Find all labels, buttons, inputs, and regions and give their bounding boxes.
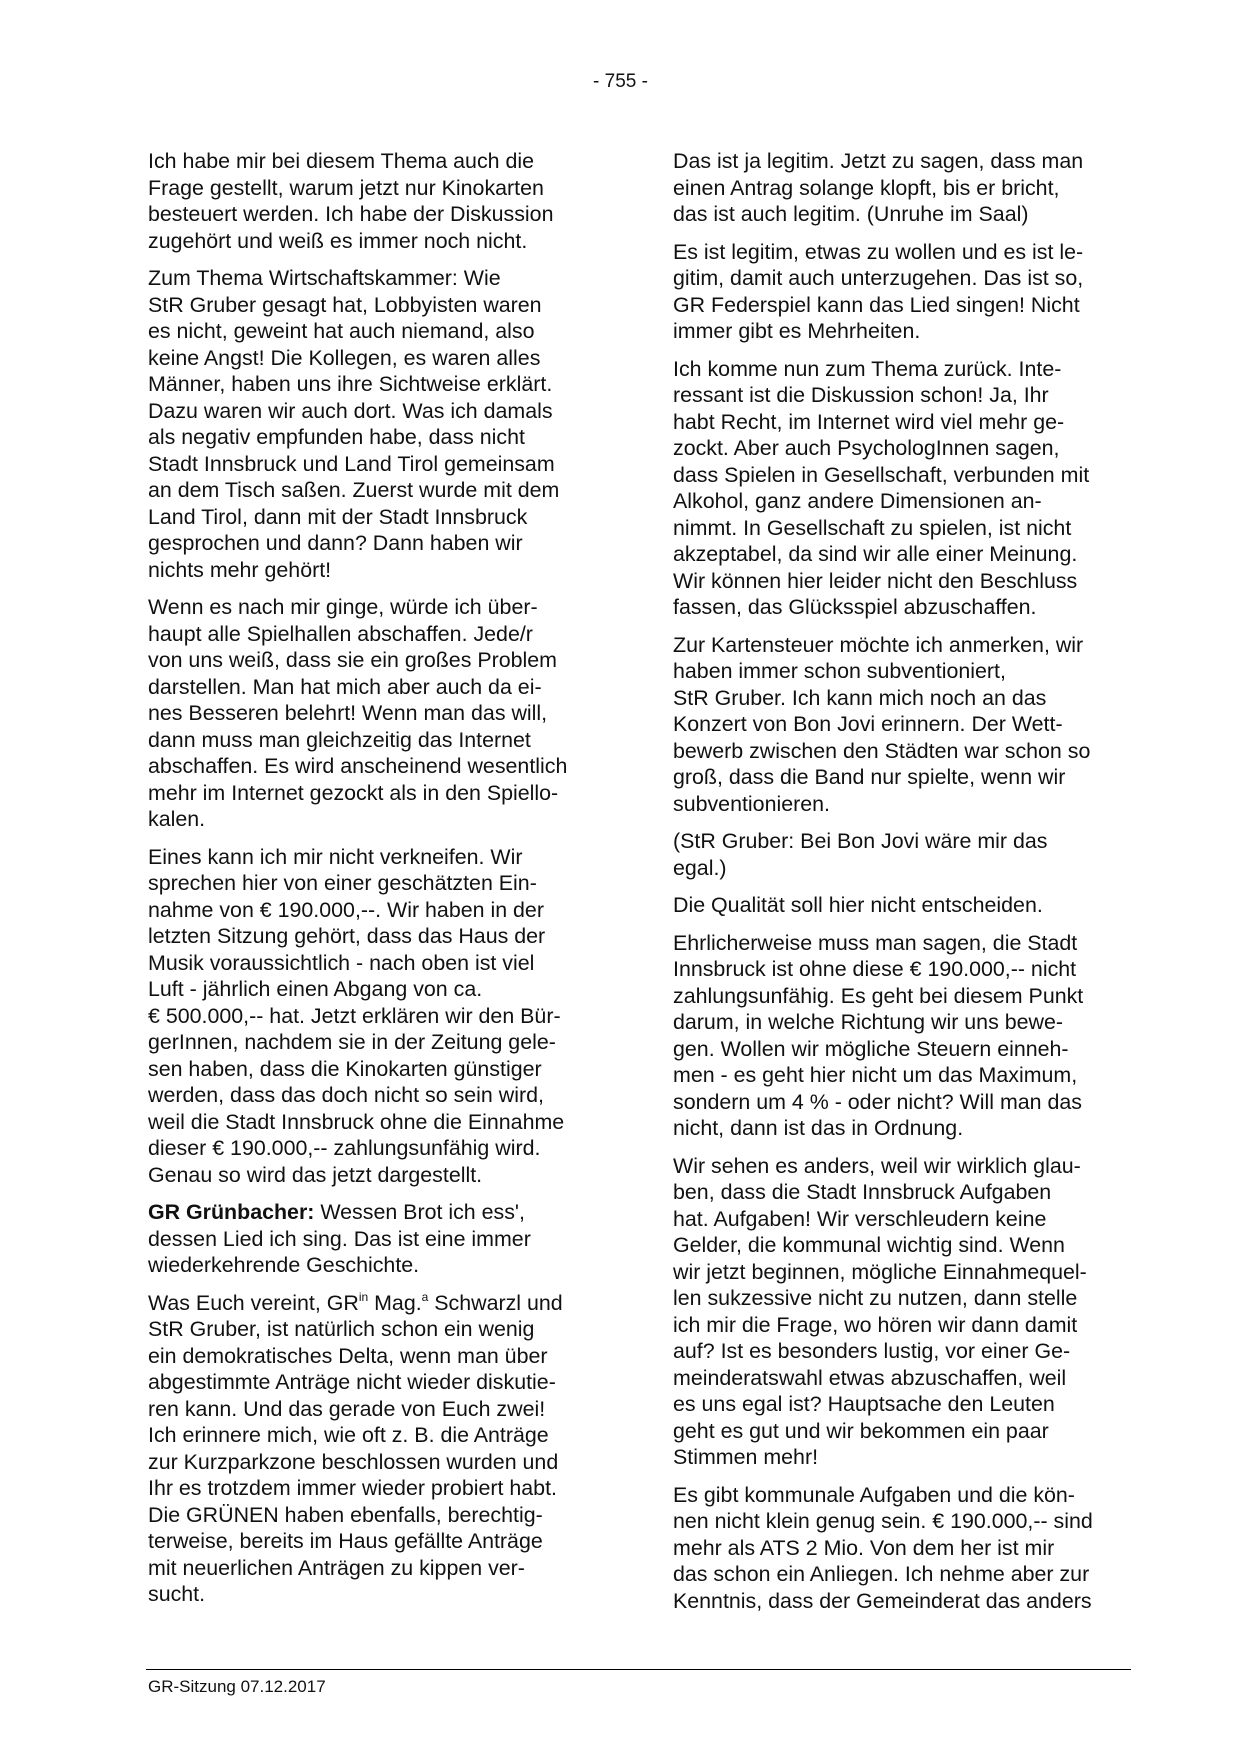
page-number: - 755 - — [593, 71, 648, 92]
paragraph: Eines kann ich mir nicht verkneifen. Wir sprechen hier von einer geschätzten Ein- nahme von € 190.000,--. Wir haben in der letzten Sitzung gehört, dass das Haus der Musik voraussichtlich - nach oben ist viel Luft - jährlich einen Abgang von ca. € 500.000,-- hat. Jetzt erklären wir den Bür- gerInnen, nachdem sie in der Zeitung gele- sen haben, dass die Kinokarten günstiger werden, dass das doch nicht so sein wird, weil die Stadt Innsbruck ohne die Einnahme dieser € 190.000,-- zahlungsunfähig wird. Genau so wird das jetzt dargestellt. — [148, 844, 565, 1187]
paragraph: Die Qualität soll hier nicht entscheiden. — [673, 893, 1043, 917]
paragraph: Zum Thema Wirtschaftskammer: Wie StR Gruber gesagt hat, Lobbyisten waren es nicht, geweint hat auch niemand, also keine Angst! Die Kollegen, es waren alles Männer, haben uns ihre Sichtweise erklärt. Dazu waren wir auch dort. Was ich damals als negativ empfunden habe, dass nicht Stadt Innsbruck und Land Tirol gemeinsam an dem Tisch saßen. Zuerst wurde mit dem Land Tirol, dann mit der Stadt Innsbruck gesprochen und dann? Dann haben wir nichts mehr gehört! — [148, 266, 560, 582]
right-column — [673, 148, 1138, 1625]
paragraph: Was Euch vereint, $GR^{in}$ Mag.$^a$ Schwarzl und StR Gruber, ist natürlich schon ein wenig ein demokratisches Delta, wenn man über abgestimmte Anträge nicht wieder diskutie- ren kann. Und das gerade von Euch zwei! Ich erinnere mich, wie oft z. B. die Anträge zur Kurzparkzone beschlossen wurden und Ihr es trotzdem immer wieder probiert habt. Die GRÜNEN haben ebenfalls, berechtig- terweise, bereits im Haus gefällte Anträge mit neuerlichen Anträgen zu kippen ver- sucht. — [148, 1289, 563, 1606]
speaker-paragraph: GR Grünbacher: Wessen Brot ich ess', dessen Lied ich sing. Das ist eine immer wiederkehrende Geschichte. — [148, 1200, 531, 1277]
paragraph: Wenn es nach mir ginge, würde ich über- haupt alle Spielhallen abschaffen. Jede/r von uns weiß, dass sie ein großes Problem darstellen. Man hat mich aber auch da ei- nes Besseren belehrt! Wenn man das will, dann muss man gleichzeitig das Internet abschaffen. Es wird anscheinend wesentlich mehr im Internet gezockt als in den Spiello- kalen. — [148, 595, 568, 831]
paragraph: Ehrlicherweise muss man sagen, die Stadt Innsbruck ist ohne diese € 190.000,-- nicht zahlungsunfähig. Es geht bei diesem Punkt darum, in welche Richtung wir uns bewe- gen. Wollen wir mögliche Steuern einneh- men - es geht hier nicht um das Maximum, sondern um 4 % - oder nicht? Will man das nicht, dann ist das in Ordnung. — [673, 930, 1084, 1140]
interjection: (StR Gruber: Bei Bon Jovi wäre mir das egal.) — [673, 829, 1048, 880]
speaker-name: GR Grünbacher: — [148, 1200, 315, 1224]
footer-divider — [146, 1669, 1131, 1670]
paragraph: Ich habe mir bei diesem Thema auch die Frage gestellt, warum jetzt nur Kinokarten besteuert werden. Ich habe der Diskussion zugehört und weiß es immer noch nicht. — [148, 149, 554, 253]
paragraph: Es ist legitim, etwas zu wollen und es ist le- gitim, damit auch unterzugehen. Das ist so, GR Federspiel kann das Lied singen! Nicht immer gibt es Mehrheiten. — [673, 239, 1084, 343]
paragraph: Das ist ja legitim. Jetzt zu sagen, dass man einen Antrag solange klopft, bis er bricht, das ist auch legitim. (Unruhe im Saal) — [673, 149, 1084, 226]
paragraph: Ich komme nun zum Thema zurück. Inte- ressant ist die Diskussion schon! Ja, Ihr habt Recht, im Internet wird viel mehr ge- zockt. Aber auch PsychologInnen sagen, dass Spielen in Gesellschaft, verbunden mit Alkohol, ganz andere Dimensionen an- nimmt. In Gesellschaft zu spielen, ist nicht akzeptabel, da sind wir alle einer Meinung. Wir können hier leider nicht den Beschluss fassen, das Glücksspiel abzuschaffen. — [673, 356, 1090, 619]
left-column — [148, 148, 610, 1619]
footer-session-date: GR-Sitzung 07.12.2017 — [148, 1677, 326, 1696]
paragraph: Es gibt kommunale Aufgaben und die kön- nen nicht klein genug sein. € 190.000,-- sind mehr als ATS 2 Mio. Von dem her ist mir das schon ein Anliegen. Ich nehme aber zur Kenntnis, dass der Gemeinderat das anders — [673, 1482, 1093, 1613]
paragraph: Zur Kartensteuer möchte ich anmerken, wir haben immer schon subventioniert, StR Gruber. Ich kann mich noch an das Konzert von Bon Jovi erinnern. Der Wett- bewerb zwischen den Städten war schon so groß, dass die Band nur spielte, wenn wir subventionieren. — [673, 632, 1091, 816]
paragraph: Wir sehen es anders, weil wir wirklich glau- ben, dass die Stadt Innsbruck Aufgaben hat. Aufgaben! Wir verschleudern keine Gelder, die kommunal wichtig sind. Wenn wir jetzt beginnen, mögliche Einnahmequel- len sukzessive nicht zu nutzen, dann stelle ich mir die Frage, wo hören wir dann damit auf? Ist es besonders lustig, vor einer Ge- meinderatswahl etwas abzuschaffen, weil es uns egal ist? Hauptsache den Leuten geht es gut und wir bekommen ein paar Stimmen mehr! — [673, 1153, 1087, 1469]
